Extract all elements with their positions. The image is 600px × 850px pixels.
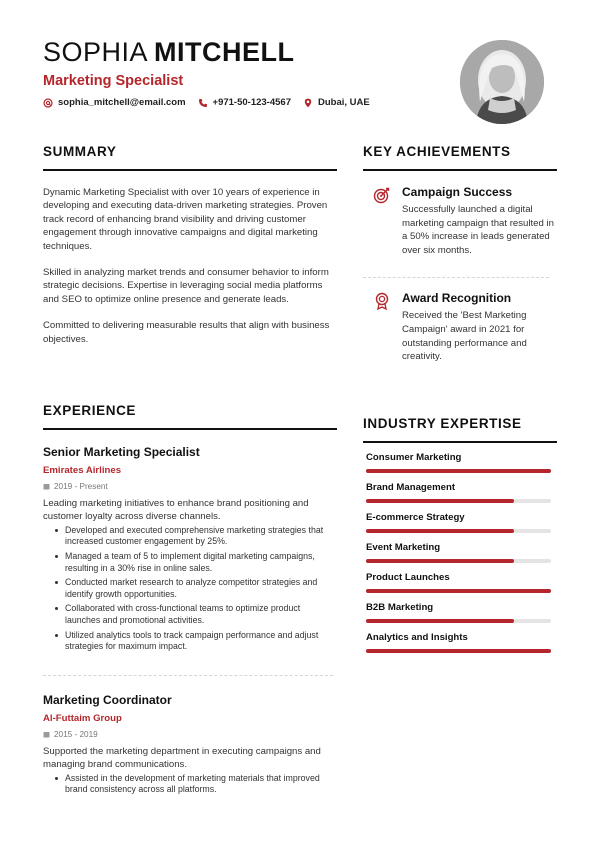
at-sign-icon: [43, 98, 53, 108]
skill-bar-track: [366, 619, 551, 623]
achievement-desc: Received the 'Best Marketing Campaign' award in 2021 for outstanding performance and creativity.: [402, 310, 527, 363]
skill-bar-fill: [366, 499, 514, 503]
first-name: SOPHIA: [43, 37, 149, 67]
candidate-name: [43, 36, 443, 68]
email-text: sophia_mitchell@email.com: [58, 97, 186, 108]
achievement-title: Campaign Success: [402, 185, 513, 199]
contact-phone[interactable]: [198, 97, 291, 108]
company-name: Emirates Airlines: [43, 465, 122, 476]
bullet-item: Assisted in the development of marketing materials that improved brand consistency across all platforms.: [53, 773, 337, 796]
summary-paragraph: Dynamic Marketing Specialist with over 10 years of experience in developing and executing data-driven marketing strategies. Proven track record of enhancing brand visibility and driving customer engagement through innovative campaigns and digital marketing techniques.: [43, 187, 328, 252]
summary-paragraph: Committed to delivering measurable results that align with business objectives.: [43, 320, 330, 345]
skill-item: [363, 452, 557, 473]
skill-label: E-commerce Strategy: [366, 512, 465, 523]
achievement-item: [363, 185, 557, 257]
calendar-icon: [43, 483, 50, 490]
skill-bar-fill: [366, 559, 514, 563]
experience-separator: [43, 675, 333, 676]
role-description: Supported the marketing department in executing campaigns and managing brand communications.: [43, 745, 321, 771]
profile-photo: [460, 40, 544, 124]
experience-entry: [43, 693, 337, 796]
award-icon: [373, 292, 391, 310]
bullet-item: Developed and executed comprehensive marketing strategies that increased customer engagement by 25%.: [53, 525, 337, 548]
location-pin-icon: [303, 98, 313, 108]
experience-rule: [43, 428, 337, 430]
skill-item: [363, 572, 557, 593]
bullet-item: Utilized analytics tools to track campaign performance and adjust strategies for maximum impact.: [53, 630, 337, 653]
skill-bar-track: [366, 559, 551, 563]
dates-text: 2015 - 2019: [54, 729, 98, 739]
experience-section: [43, 403, 337, 799]
skill-bar-track: [366, 469, 551, 473]
skill-bar-fill: [366, 649, 551, 653]
role-description: Leading marketing initiatives to enhance brand positioning and customer loyalty across diverse channels.: [43, 498, 309, 523]
resume-header: [43, 36, 443, 108]
job-dates: [43, 730, 337, 739]
achievements-heading: KEY ACHIEVEMENTS: [363, 144, 511, 159]
bullet-item: Conducted market research to analyze competitor strategies and identify growth opportunities.: [53, 577, 337, 600]
skills-list: [363, 452, 557, 653]
dates-text: 2019 - Present: [54, 482, 108, 491]
experience-entry: [43, 445, 337, 653]
skill-label: Consumer Marketing: [366, 452, 462, 463]
phone-text: +971-50-123-4567: [212, 97, 291, 108]
achievement-title: Award Recognition: [402, 291, 512, 306]
achievement-desc: Successfully launched a digital marketing campaign that resulted in a 50% increase in leads generated over six months.: [402, 204, 554, 256]
skill-item: [363, 542, 557, 563]
location-text: Dubai, UAE: [317, 97, 370, 108]
skill-bar-track: [366, 649, 551, 653]
last-name: MITCHELL: [154, 37, 295, 67]
skill-bar-fill: [366, 619, 514, 623]
skill-item: [363, 512, 557, 533]
bullet-item: Managed a team of 5 to implement digital marketing campaigns, resulting in a 30% rise in online sales.: [53, 551, 337, 574]
skill-label: Brand Management: [366, 482, 456, 493]
phone-icon: [198, 98, 208, 108]
achievement-bullets: [53, 525, 337, 653]
role-title: Marketing Coordinator: [43, 692, 172, 707]
skill-label: Analytics and Insights: [366, 632, 468, 643]
contact-location: [303, 97, 370, 108]
skill-label: Event Marketing: [366, 542, 441, 553]
expertise-heading: INDUSTRY EXPERTISE: [363, 416, 522, 431]
expertise-section: [363, 416, 557, 653]
summary-paragraph: Skilled in analyzing market trends and consumer behavior to inform strategic decisions. Expertise in leveraging social media platforms and SEO to optimize online presence and generate leads.: [43, 267, 329, 305]
contact-info: [43, 97, 443, 108]
job-title: Marketing Specialist: [43, 73, 184, 89]
skill-bar-fill: [366, 589, 551, 593]
skill-bar-fill: [366, 469, 551, 473]
role-title: Senior Marketing Specialist: [43, 445, 200, 459]
skill-bar-track: [366, 589, 551, 593]
skill-label: B2B Marketing: [366, 602, 434, 613]
target-icon: [373, 186, 391, 204]
expertise-rule: [363, 441, 557, 443]
achievement-item: [363, 291, 557, 363]
contact-email[interactable]: [43, 97, 186, 108]
summary-section: [43, 144, 337, 359]
summary-heading: SUMMARY: [43, 144, 117, 159]
achievements-section: [363, 144, 557, 364]
job-dates: [43, 482, 337, 491]
achievement-bullets: [53, 773, 337, 796]
achievements-rule: [363, 169, 557, 171]
bullet-item: Collaborated with cross-functional teams to optimize product launches and promotional activities.: [53, 603, 337, 626]
achievement-separator: [363, 277, 549, 278]
skill-label: Product Launches: [366, 572, 450, 583]
skill-item: [363, 482, 557, 503]
skill-bar-track: [366, 499, 551, 503]
skill-bar-track: [366, 529, 551, 533]
company-name: Al-Futtaim Group: [43, 712, 122, 724]
experience-heading: EXPERIENCE: [43, 403, 137, 418]
summary-rule: [43, 169, 337, 171]
calendar-icon: [43, 731, 50, 738]
skill-item: [363, 632, 557, 653]
skill-item: [363, 602, 557, 623]
skill-bar-fill: [366, 529, 514, 533]
profile-photo-image: [460, 40, 544, 124]
